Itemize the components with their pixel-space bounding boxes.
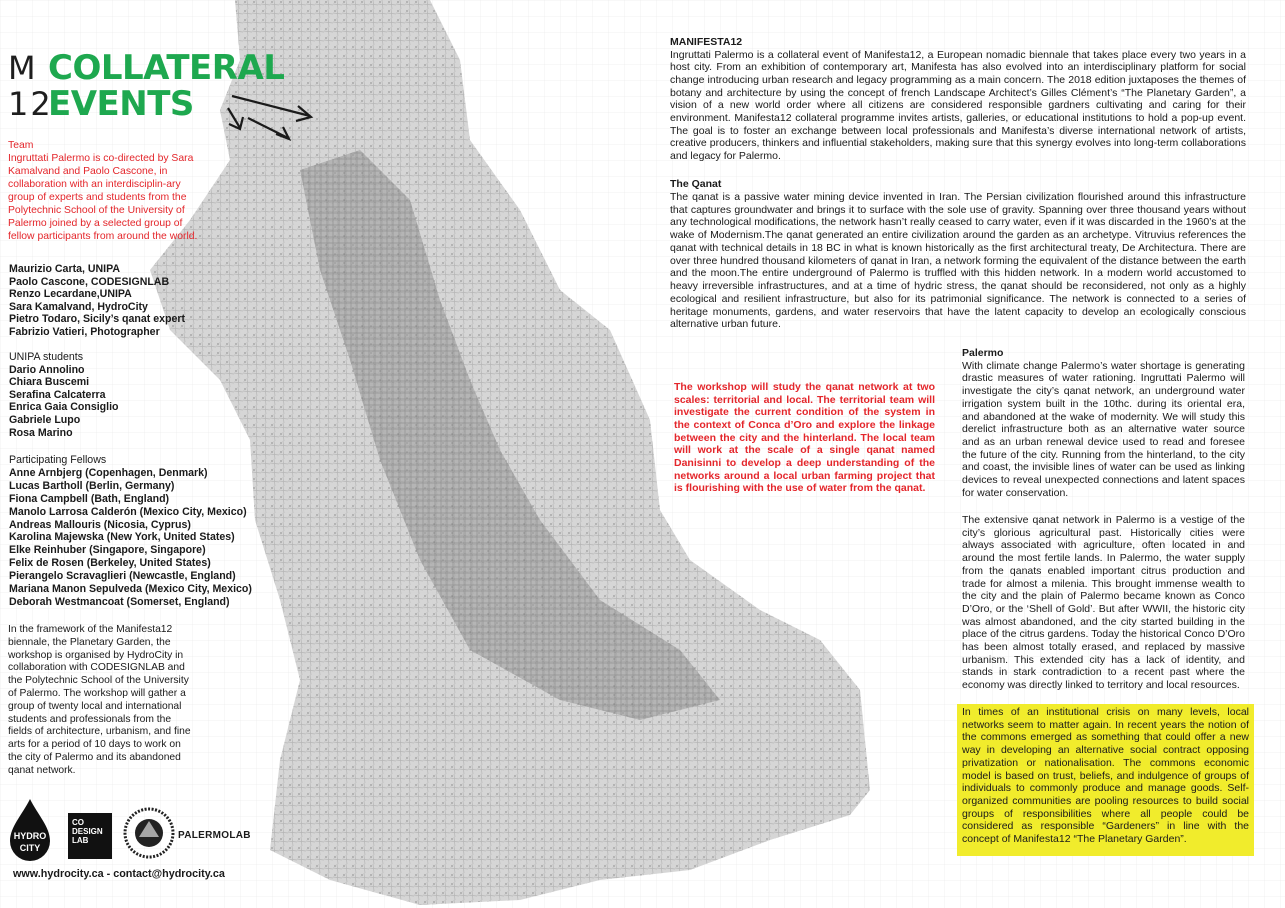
- fellow: Felix de Rosen (Berkeley, United States): [9, 557, 211, 570]
- fellow: Lucas Bartholl (Berlin, Germany): [9, 479, 175, 492]
- partner-logos: [8, 797, 268, 867]
- student: Enrica Gaia Consiglio: [9, 401, 119, 414]
- fellows-list: [9, 454, 269, 609]
- students-list: [9, 351, 264, 439]
- collateral-events-logo: [8, 50, 308, 122]
- member: Maurizio Carta, UNIPA: [9, 263, 121, 275]
- member: Pietro Todaro, Sicily’s qanat expert: [9, 313, 186, 326]
- unipa-seal-logo: [123, 807, 175, 859]
- member: Renzo Lecardane,UNIPA: [9, 288, 132, 301]
- student: Rosa Marino: [9, 426, 73, 439]
- manifesta-12-mark: M 12: [8, 49, 53, 123]
- fellows-heading: Participating Fellows: [9, 454, 107, 466]
- student: Serafina Calcaterra: [9, 388, 106, 401]
- contact-line: www.hydrocity.ca - contact@hydrocity.ca: [13, 868, 225, 880]
- city-text: CITY: [19, 843, 41, 853]
- codesignlab-logo: CO DESIGN LAB: [68, 813, 112, 859]
- member: Fabrizio Vatieri, Photographer: [9, 325, 160, 338]
- members-list: [9, 263, 264, 339]
- fellow: Elke Reinhuber (Singapore, Singapore): [9, 544, 206, 557]
- fellow: Andreas Mallouris (Nicosia, Cyprus): [9, 518, 191, 531]
- manifesta-text: Ingruttati Palermo is a collateral event of Manifesta12, a European nomadic biennale that takes place every two years in a host city. From an exhibition of contemporary art, Manifesta has also evolved into an interdisciplinary platform for social change introducing urban research and legacy programming as a main concern. The 2018 edition juxtaposes the themes of botany and architecture by using the concept of french Landscape Architect’s Gilles Clément’s “The Planetary Garden”, a vision of a new world order where all citizens are considered responsible gardners cultivating and caring for their environment. Manifesta12 collateral programme invites artists, galleries, or educational institutions to hold a pop-up event. The goal is to foster an exchange between local professionals and Manifesta’s diverse international network of artists, creative producers, thinkers and influential stakeholders, making sure that this synergy evolves into long-term collaborations and legacy for Palermo.: [670, 48, 1246, 162]
- fellow: Pierangelo Scravaglieri (Newcastle, England): [9, 570, 236, 583]
- fellow: Manolo Larrosa Calderón (Mexico City, Mexico): [9, 505, 247, 518]
- hydrocity-logo: [8, 797, 52, 863]
- team-heading: Team: [8, 140, 34, 151]
- fellow: Fiona Campbell (Bath, England): [9, 492, 170, 505]
- student: Gabriele Lupo: [9, 413, 81, 426]
- palermolab-logo: PALERMOLAB: [178, 830, 251, 841]
- fellow: Deborah Westmancoat (Somerset, England): [9, 595, 230, 608]
- palermo-section: [962, 347, 1245, 499]
- student: Dario Annolino: [9, 363, 85, 376]
- team-text: Ingruttati Palermo is co-directed by Sara Kamalvand and Paolo Cascone, in collaboration with an interdisciplin-ary group of experts and students from the Polytechnic School of the University of Palermo joined by a selected group of fellow participants from around the world.: [8, 153, 198, 242]
- member: Sara Kamalvand, HydroCity: [9, 300, 148, 313]
- extensive-text: The extensive qanat network in Palermo is a vestige of the city’s glorious agricultural past. Historically cities were always associated with agriculture, often located in and around the most fertile lands. In Palermo, the water supply from the qanats enabled important citrus production and trade for almost a milenia. This brought immense wealth to the city and the plain of Palermo became known as Conco D’Oro, or the ‘Shell of Gold’. But after WWII, the historic city was almost abandoned, and the city started building in the place of the citrus gardens. Today the historical Conco D’Oro has been almost totally erased, and replaced by massive urbanism. This extended city has a lack of identity, and stands in stark contradiction to a recent past where the economy was directly linked to territory and local resources.: [962, 514, 1245, 692]
- qanat-section: [670, 178, 1246, 331]
- qanat-heading: The Qanat: [670, 178, 722, 190]
- qanat-text: The qanat is a passive water mining device invented in Iran. The Persian civilization flourished around this infrastructure that captures groundwater and brings it to surface with the sole use of gravity. Spanning over three thousand years without any technological modifications, the network hasn’t really ceased to carry water, even if it was discarded in the 1960’s at the wake of Modernism.The qanat generated an entire civilization around the garden as an archetype. Vitruvius references the qanat with technical details in 18 BC in what is known historically as the first architectural treaty, De Architectura. There are over three hundred thousand kilometers of qanat in Iran, a network forming the equivalent of the distance between the earth and the moon.The entire underground of Palermo is truffled with this hidden network. In a modern world accustomed to heavy irreversible infrastructures, and at a time of hydric stress, the qanat should be reconsidered, not only as a highly ecological and resilient infrastructure, but also for its patrimonial significance. The network is connected to a series of heritage monuments, gardens, and water reservoirs that have the latent capacity to develop an ecologically conscious alternative urban future.: [670, 190, 1246, 331]
- workshop-text: The workshop will study the qanat network at two scales: territorial and local. The territorial team will investigate the current condition of the system in the context of Conca d’Oro and explore the linkage between the city and the hinterland. The local team will work at the scale of a single qanat named Danisinni to develop a deep understanding of the networks around a local urban farming project that is flourishing with the use of water from the qanat.: [674, 381, 935, 495]
- manifesta-heading: MANIFESTA12: [670, 36, 743, 48]
- commons-highlight: In times of an institutional crisis on many levels, local networks seem to matter again. In recent years the notion of the commons emerged as something that could offer a new way in developing an alternative social contract opposing privatization or nationalisation. The commons economic model is based on trust, beliefs, and indulgence of groups of individuals to commonly produce and manage goods. Self-organized communities are pooling resources to build social groups of responsibilities where all people could be considered as responsible “Gardeners” in line with the concept of Manifesta12 “The Planetary Garden”.: [957, 704, 1254, 856]
- fellow: Mariana Manon Sepulveda (Mexico City, Mexico): [9, 583, 252, 596]
- student: Chiara Buscemi: [9, 376, 90, 389]
- collateral-events-title: COLLATERAL EVENTS: [48, 48, 285, 124]
- framework-text: In the framework of the Manifesta12 biennale, the Planetary Garden, the workshop is organised by HydroCity in collaboration with CODESIGNLAB and the Polytechnic School of the University of Palermo. The workshop will gather a group of twenty local and international students and professionals from the fields of architecture, urbanism, and fine arts for a period of 10 days to work on the city of Palermo and its abandoned qanat network.: [8, 624, 191, 776]
- member: Paolo Cascone, CODESIGNLAB: [9, 275, 170, 288]
- students-heading: UNIPA students: [9, 351, 83, 363]
- fellow: Karolina Majewska (New York, United States): [9, 531, 235, 544]
- manifesta-section: [670, 36, 1246, 163]
- fellow: Anne Arnbjerg (Copenhagen, Denmark): [9, 466, 208, 479]
- hydro-text: HYDRO: [13, 831, 47, 841]
- palermo-text: With climate change Palermo’s water shortage is generating drastic measures of water rationing. Ingruttati Palermo will investigate the city’s qanat network, an underground water irrigation system built in the 10thc. during its oriental era, and abandoned at the wake of modernity. We will study this derelict infrastructure both as an alternative water source and as an urban renewal device used to read and foresee the future of the city. Running from the hinterland, to the city and coast, the invisible lines of water can be used as linking devices to reveal unexpected connections and latent spaces for water conservation.: [962, 359, 1245, 499]
- palermo-heading: Palermo: [962, 347, 1004, 359]
- team-section: [8, 139, 198, 243]
